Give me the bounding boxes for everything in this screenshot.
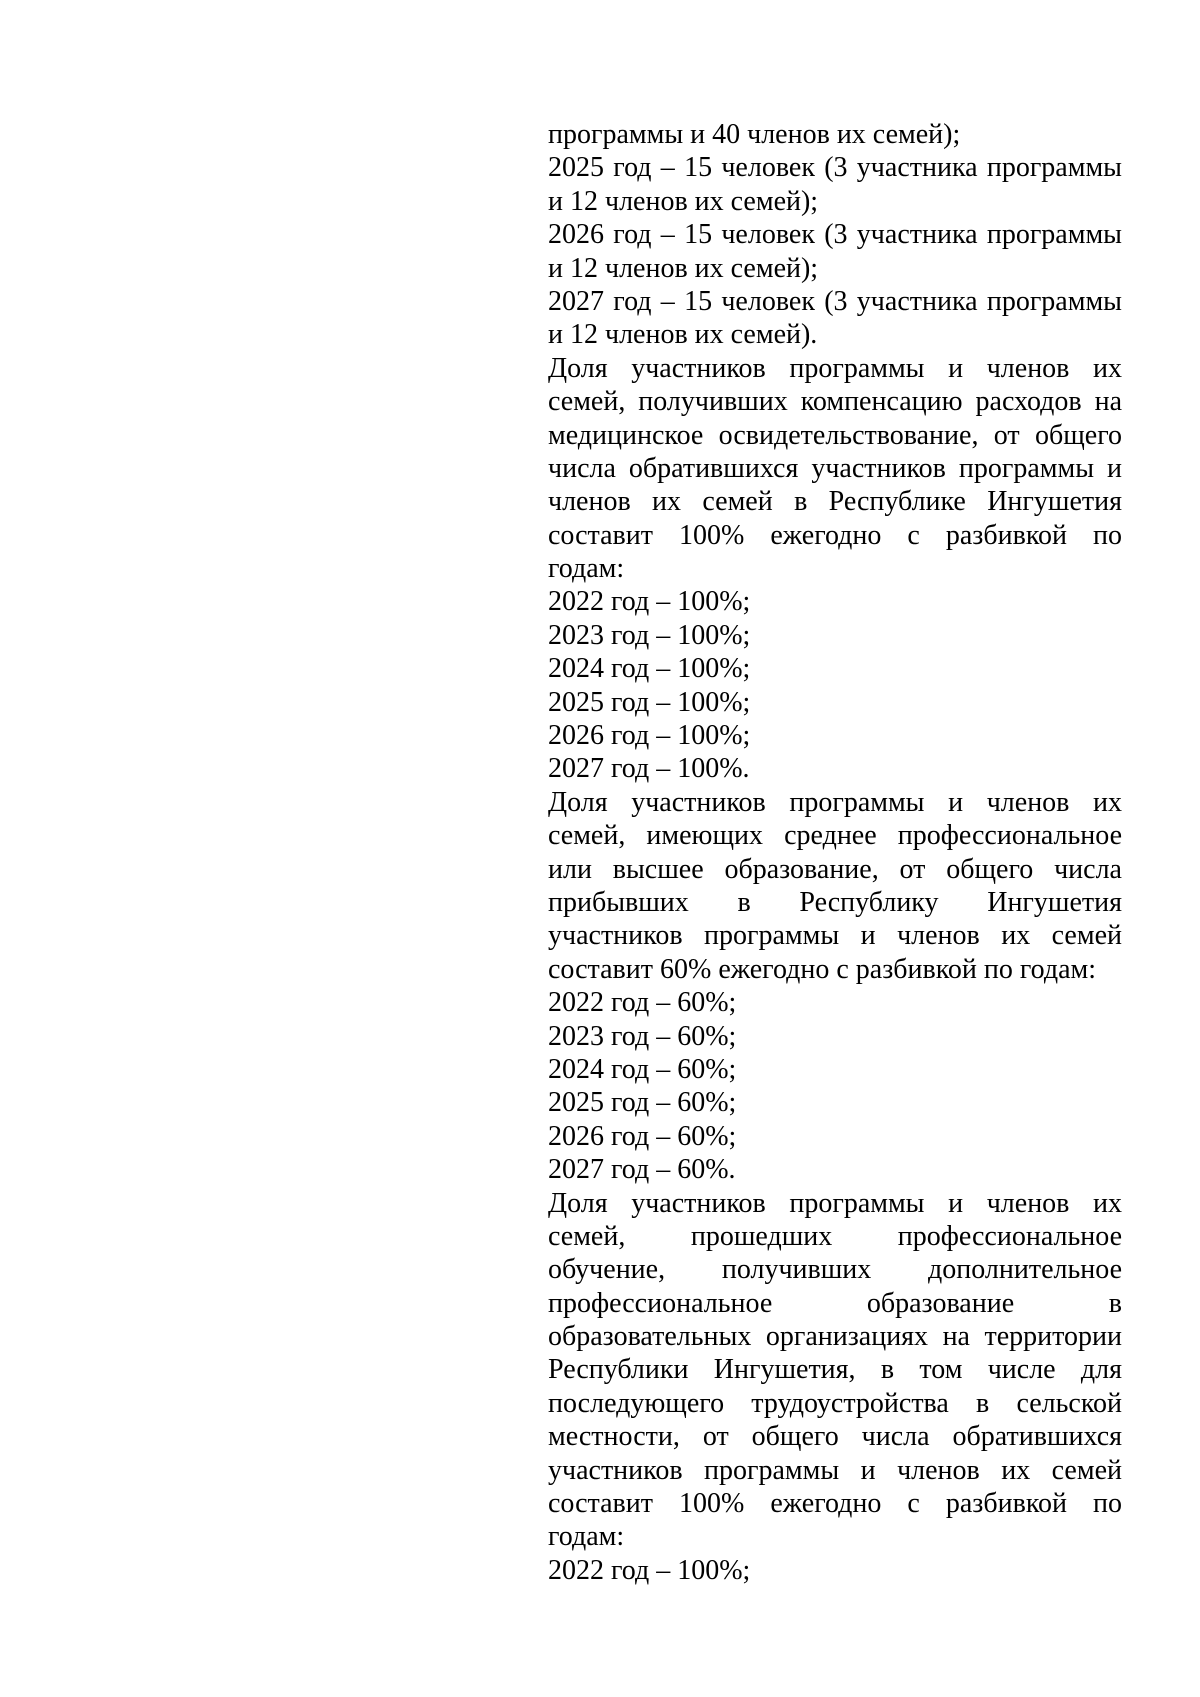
text-line: Доля участников программы и членов их [548, 1187, 1122, 1219]
text-line: профессиональное образование в [548, 1287, 1122, 1319]
text-line: семей, получивших компенсацию расходов на [548, 386, 1122, 418]
text-line: 2025 год – 15 человек (3 участника программы [548, 152, 1122, 184]
text-line: образовательных организациях на территории [548, 1321, 1122, 1353]
text-line: 2027 год – 15 человек (3 участника программы [548, 285, 1122, 317]
text-line: прибывших в Республику Ингушетия [548, 886, 1122, 918]
text-line: местности, от общего числа обратившихся [548, 1421, 1122, 1453]
text-line: 2027 год – 100%. [548, 753, 750, 785]
text-line: участников программы и членов их семей [548, 920, 1122, 952]
text-line: числа обратившихся участников программы и [548, 452, 1122, 484]
text-line: медицинское освидетельствование, от общего [548, 419, 1122, 451]
text-line: 2026 год – 60%; [548, 1120, 737, 1152]
text-line: 2023 год – 60%; [548, 1020, 737, 1052]
text-line: 2022 год – 60%; [548, 987, 737, 1019]
text-line: и 12 членов их семей); [548, 185, 819, 217]
text-line: 2025 год – 60%; [548, 1087, 737, 1119]
text-line: и 12 членов их семей); [548, 252, 819, 284]
text-line: 2024 год – 60%; [548, 1053, 737, 1085]
text-line: 2026 год – 15 человек (3 участника программы [548, 219, 1122, 251]
text-line: 2027 год – 60%. [548, 1154, 736, 1186]
text-line: составит 100% ежегодно с разбивкой по [548, 1488, 1122, 1520]
text-line: программы и 40 членов их семей); [548, 119, 961, 150]
text-line: членов их семей в Республике Ингушетия [548, 486, 1122, 518]
text-line: 2024 год – 100%; [548, 653, 751, 685]
text-line: участников программы и членов их семей [548, 1454, 1122, 1486]
text-line: 2023 год – 100%; [548, 619, 751, 651]
text-line: Доля участников программы и членов их [548, 352, 1122, 384]
text-line: обучение, получивших дополнительное [548, 1254, 1122, 1286]
text-line: годам: [548, 553, 625, 585]
text-line: годам: [548, 1521, 625, 1553]
text-line: семей, имеющих среднее профессиональное [548, 820, 1122, 852]
text-line: Республики Ингушетия, в том числе для [548, 1354, 1122, 1386]
text-line: Доля участников программы и членов их [548, 786, 1122, 818]
text-line: 2022 год – 100%; [548, 1554, 751, 1586]
text-line: 2025 год – 100%; [548, 686, 751, 718]
text-line: или высшее образование, от общего числа [548, 853, 1122, 885]
text-line: составит 100% ежегодно с разбивкой по [548, 519, 1122, 551]
text-line: составит 60% ежегодно с разбивкой по годам: [548, 953, 1097, 985]
text-column [548, 118, 1122, 1587]
text-line: 2026 год – 100%; [548, 720, 751, 752]
text-line: и 12 членов их семей). [548, 319, 818, 351]
text-line: семей, прошедших профессиональное [548, 1220, 1122, 1252]
text-line: последующего трудоустройства в сельской [548, 1387, 1122, 1419]
text-line: 2022 год – 100%; [548, 586, 751, 618]
